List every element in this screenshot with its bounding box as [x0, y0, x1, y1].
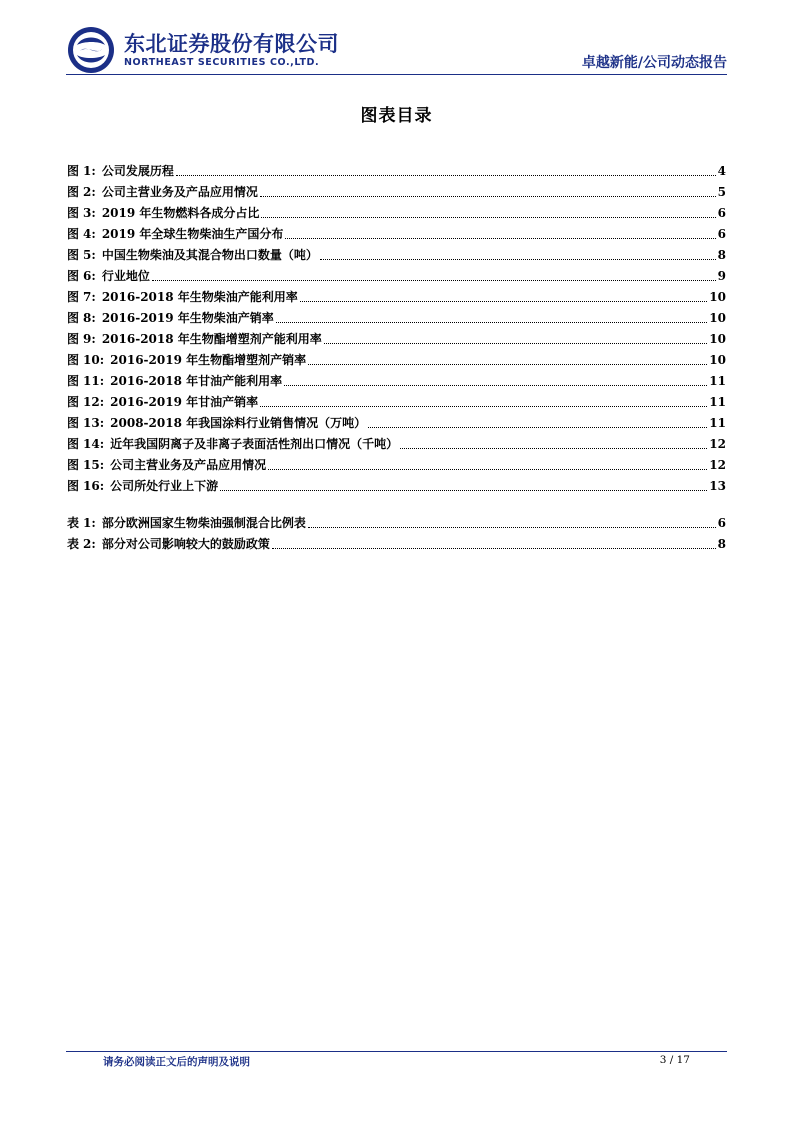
table-list [67, 510, 726, 552]
toc-separator: : [91, 164, 96, 178]
toc-separator: : [91, 269, 96, 283]
toc-page-number: 12 [709, 437, 726, 451]
toc-caption: 部分欧洲国家生物柴油强制混合比例表 [101, 516, 306, 530]
dot-leader [260, 196, 716, 197]
header-divider [66, 74, 727, 75]
toc-number: 15 [83, 458, 100, 472]
toc-caption: 2016-2018 年生物柴油产能利用率 [101, 290, 298, 304]
dot-leader [308, 527, 716, 528]
toc-page-number: 10 [709, 290, 726, 304]
toc-number: 9 [83, 332, 92, 346]
toc-number: 8 [83, 311, 92, 325]
toc-number: 1 [83, 516, 92, 530]
toc-number: 2 [83, 537, 92, 551]
dot-leader [285, 238, 715, 239]
toc-number: 11 [83, 374, 100, 388]
toc-page-number: 6 [717, 516, 726, 530]
toc-separator: : [91, 516, 96, 530]
toc-number: 5 [83, 248, 92, 262]
toc-number: 7 [83, 290, 92, 304]
toc-entry[interactable] [67, 473, 726, 494]
toc-separator: : [99, 353, 105, 367]
toc-page-number: 4 [717, 164, 726, 178]
toc-caption: 部分对公司影响较大的鼓励政策 [101, 537, 270, 551]
toc-number: 16 [83, 479, 100, 493]
figure-list [67, 158, 726, 494]
toc-page-number: 6 [717, 206, 726, 220]
toc-entry[interactable] [67, 284, 726, 305]
toc-page-number: 10 [709, 353, 726, 367]
report-tag: 卓越新能/公司动态报告 [581, 55, 727, 71]
company-logo [66, 24, 356, 76]
dot-leader [368, 427, 707, 428]
toc-entry[interactable] [67, 326, 726, 347]
toc-prefix: 图 [67, 479, 80, 493]
toc-number: 13 [83, 416, 100, 430]
toc-caption: 2008-2018 年我国涂料行业销售情况（万吨） [110, 416, 367, 430]
toc-entry[interactable] [67, 531, 726, 552]
toc-prefix: 图 [67, 164, 80, 178]
toc-entry[interactable] [67, 452, 726, 473]
toc-separator: : [99, 479, 105, 493]
toc-page-number: 11 [709, 374, 726, 388]
toc-entry[interactable] [67, 221, 726, 242]
toc-page-number: 8 [717, 537, 726, 551]
toc-page-number: 11 [709, 416, 726, 430]
toc-entry[interactable] [67, 389, 726, 410]
dot-leader [324, 343, 708, 344]
company-name-en: NORTHEAST SECURITIES CO.,LTD. [124, 57, 320, 68]
toc-caption: 公司主营业务及产品应用情况 [110, 458, 267, 472]
northeast-securities-logo-icon [66, 25, 116, 75]
toc-entry[interactable] [67, 242, 726, 263]
toc-prefix: 图 [67, 269, 80, 283]
toc-prefix: 图 [67, 206, 80, 220]
toc-page-number: 5 [717, 185, 726, 199]
toc-page-number: 8 [717, 248, 726, 262]
toc-page-number: 13 [709, 479, 726, 493]
toc-separator: : [99, 395, 105, 409]
toc-prefix: 图 [67, 227, 80, 241]
toc-prefix: 图 [67, 437, 80, 451]
toc-prefix: 图 [67, 248, 80, 262]
toc-separator: : [91, 185, 96, 199]
dot-leader [300, 301, 708, 302]
toc-separator: : [91, 206, 96, 220]
toc-page-number: 12 [709, 458, 726, 472]
dot-leader [308, 364, 707, 365]
page-indicator: 3 / 17 [659, 1054, 690, 1066]
toc-page-number: 10 [709, 332, 726, 346]
toc-prefix: 图 [67, 395, 80, 409]
toc-separator: : [91, 227, 96, 241]
toc-entry[interactable] [67, 305, 726, 326]
toc-entry[interactable] [67, 410, 726, 431]
toc-separator: : [99, 458, 105, 472]
dot-leader [400, 448, 707, 449]
dot-leader [152, 280, 716, 281]
toc-page-number: 10 [709, 311, 726, 325]
dot-leader [261, 217, 715, 218]
toc-caption: 公司主营业务及产品应用情况 [101, 185, 258, 199]
toc-caption: 2019 年全球生物柴油生产国分布 [101, 227, 284, 241]
toc-separator: : [91, 248, 96, 262]
dot-leader [260, 406, 707, 407]
toc-caption: 行业地位 [101, 269, 150, 283]
toc-page-number: 9 [717, 269, 726, 283]
toc-entry[interactable] [67, 431, 726, 452]
dot-leader [176, 175, 716, 176]
toc-caption: 2019 年生物燃料各成分占比 [101, 206, 260, 220]
toc-number: 14 [83, 437, 100, 451]
toc-prefix: 图 [67, 353, 80, 367]
dot-leader [220, 490, 707, 491]
toc-separator: : [99, 374, 105, 388]
toc-prefix: 图 [67, 374, 80, 388]
toc-prefix: 图 [67, 290, 80, 304]
toc-entry[interactable] [67, 200, 726, 221]
toc-caption: 2016-2019 年生物柴油产销率 [101, 311, 274, 325]
toc-prefix: 表 [67, 516, 80, 530]
footer-disclaimer: 请务必阅读正文后的声明及说明 [103, 1056, 250, 1068]
toc-prefix: 图 [67, 185, 80, 199]
toc-number: 3 [83, 206, 92, 220]
toc-number: 2 [83, 185, 92, 199]
toc-separator: : [91, 332, 96, 346]
toc-entry[interactable] [67, 347, 726, 368]
toc-title: 图表目录 [360, 106, 433, 126]
toc-number: 6 [83, 269, 92, 283]
toc-caption: 中国生物柴油及其混合物出口数量（吨） [101, 248, 318, 262]
dot-leader [272, 548, 716, 549]
toc-separator: : [99, 437, 105, 451]
toc-entry[interactable] [67, 368, 726, 389]
dot-leader [284, 385, 707, 386]
toc-entry[interactable] [67, 510, 726, 531]
toc-prefix: 图 [67, 332, 80, 346]
toc-entry[interactable] [67, 263, 726, 284]
toc-number: 12 [83, 395, 100, 409]
toc-prefix: 图 [67, 311, 80, 325]
dot-leader [276, 322, 708, 323]
toc-separator: : [99, 416, 105, 430]
toc-caption: 2016-2019 年甘油产销率 [110, 395, 259, 409]
toc-caption: 2016-2018 年生物酯增塑剂产能利用率 [101, 332, 322, 346]
toc-caption: 2016-2019 年生物酯增塑剂产销率 [110, 353, 307, 367]
toc-prefix: 图 [67, 458, 80, 472]
toc-prefix: 表 [67, 537, 80, 551]
toc-number: 4 [83, 227, 92, 241]
toc-caption: 公司所处行业上下游 [110, 479, 219, 493]
toc-entry[interactable] [67, 179, 726, 200]
company-name-cn: 东北证券股份有限公司 [124, 32, 339, 56]
dot-leader [268, 469, 707, 470]
toc-number: 1 [83, 164, 92, 178]
toc-page-number: 11 [709, 395, 726, 409]
footer-divider [66, 1051, 727, 1052]
toc-page-number: 6 [717, 227, 726, 241]
toc-caption: 近年我国阴离子及非离子表面活性剂出口情况（千吨） [110, 437, 399, 451]
toc-separator: : [91, 537, 96, 551]
toc-caption: 公司发展历程 [101, 164, 174, 178]
toc-separator: : [91, 290, 96, 304]
toc-number: 10 [83, 353, 100, 367]
dot-leader [320, 259, 716, 260]
toc-entry[interactable] [67, 158, 726, 179]
toc-prefix: 图 [67, 416, 80, 430]
toc-separator: : [91, 311, 96, 325]
toc-caption: 2016-2018 年甘油产能利用率 [110, 374, 283, 388]
